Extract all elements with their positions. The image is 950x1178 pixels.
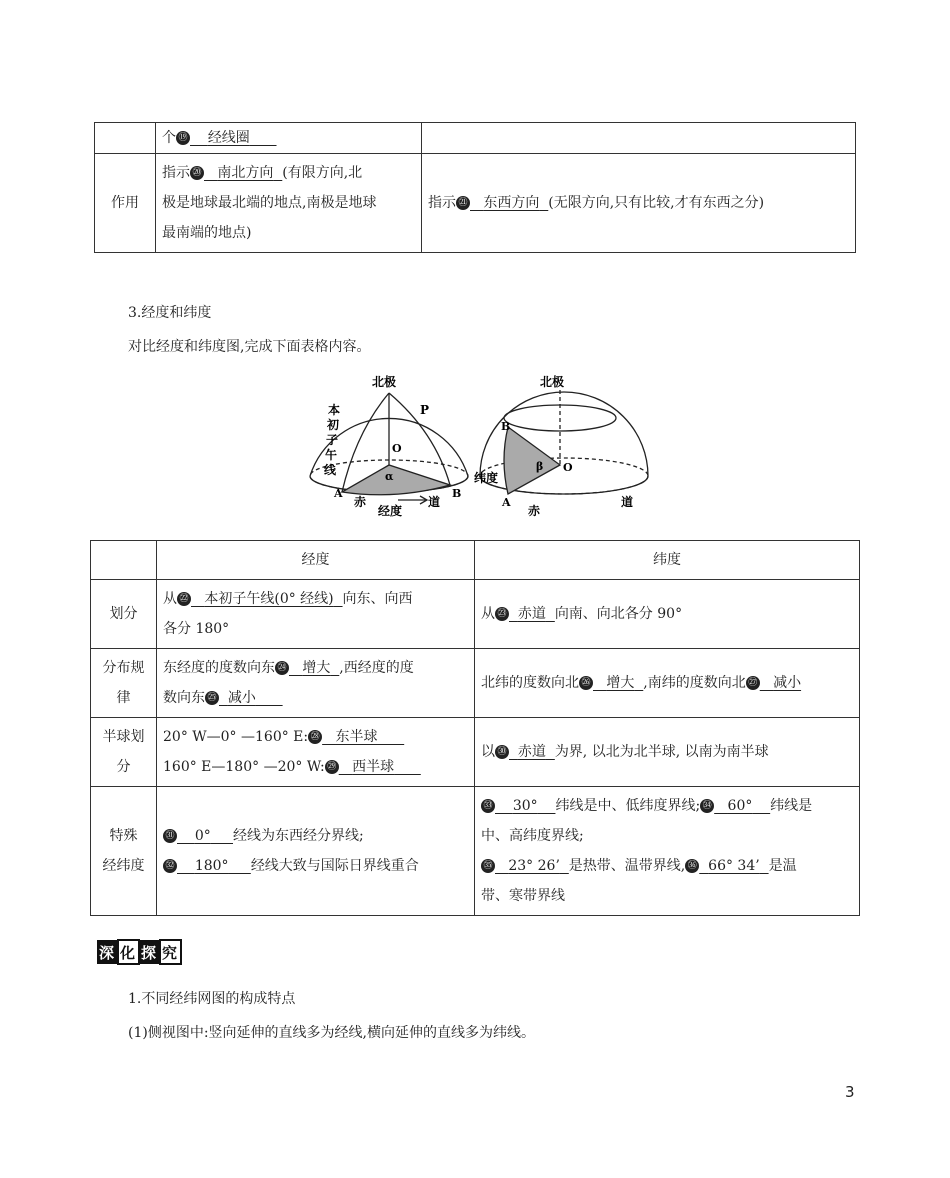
column-header: 纬度 (475, 541, 860, 580)
latitude-angle-region (504, 427, 560, 494)
answer-fill: 减小 (773, 675, 802, 691)
longitude-label: 经度 (378, 504, 403, 518)
answer-fill: 增大 (302, 660, 331, 676)
row-label: 作用 (95, 154, 156, 253)
table-row (91, 787, 860, 916)
answer-number: ㉟ (481, 859, 495, 873)
answer-fill: 66° 34’ (708, 858, 760, 874)
answer-fill: 60° (727, 798, 753, 814)
answer-fill: 东半球 (335, 729, 378, 745)
table-row (91, 580, 860, 649)
point-p-label: P (420, 403, 430, 417)
point-a-label: A (334, 487, 343, 500)
equator-label: 赤 (354, 495, 367, 509)
equator-label: 道 (621, 495, 634, 509)
answer-fill: 本初子午线(0° 经线) (204, 591, 334, 607)
table-cell: 20° W—0° —160° E: ㉘ 东半球 160° E—180° —20° W: ㉙ 西半球 (157, 718, 475, 787)
answer-fill: 西半球 (352, 759, 395, 775)
badge-char: 究 (162, 944, 178, 962)
answer-fill: 增大 (606, 675, 635, 691)
badge-char: 化 (120, 944, 136, 962)
table-cell (95, 123, 156, 154)
prime-meridian-label-char: 初 (327, 418, 340, 432)
answer-number: ㉚ (495, 745, 509, 759)
prime-meridian-label-char: 线 (324, 463, 337, 477)
equator-label: 道 (428, 495, 441, 509)
table-longitude-latitude (90, 540, 860, 916)
beta-label: β (536, 460, 544, 473)
north-pole-label: 北极 (540, 375, 565, 389)
longitude-latitude-figure (300, 372, 650, 522)
table-cell (156, 123, 422, 154)
table-row (95, 154, 856, 253)
answer-fill: 赤道 (517, 744, 546, 760)
answer-fill: 赤道 (517, 606, 546, 622)
column-header: 经度 (157, 541, 475, 580)
answer-number: ㉞ (700, 799, 714, 813)
answer-number: ㉝ (481, 799, 495, 813)
table-cell: 指示 ⑳ 南北方向 (有限方向,北 极是地球最北端的地点,南极是地球 最南端的地点) (156, 154, 422, 253)
answer-number: ㉑ (456, 196, 470, 210)
answer-number: ㉜ (163, 859, 177, 873)
paragraph: (1)侧视图中:竖向延伸的直线多为经线,横向延伸的直线多为纬线。 (128, 1025, 535, 1041)
section-badge (96, 938, 182, 966)
table-cell (91, 541, 157, 580)
table-cell (422, 123, 856, 154)
table-row (91, 649, 860, 718)
answer-number: ㉒ (177, 592, 191, 606)
answer-fill: 30° (512, 798, 538, 814)
row-label: 特殊 经纬度 (91, 787, 157, 916)
answer-number: ⑲ (176, 131, 190, 145)
point-b-label: B (452, 487, 462, 500)
latitude-hemisphere (480, 390, 648, 494)
badge-char: 探 (141, 944, 157, 962)
cell-text: 个 (162, 130, 176, 146)
answer-fill: 南北方向 (217, 165, 274, 181)
answer-number: ⑳ (190, 166, 204, 180)
center-o-label: O (392, 442, 402, 455)
table-cell: ㉝ 30° 纬线是中、低纬度界线; ㉞ 60° 纬线是 中、高纬度界线; ㉟ 23° 26’ 是热带、温带界线, ㊱ 66° 34’ 是温 带、寒带界线 (475, 787, 860, 916)
table-cell: 从 ㉓ 赤道 向南、向北各分 90° (475, 580, 860, 649)
answer-fill: 180° (194, 858, 229, 874)
row-label: 划分 (91, 580, 157, 649)
north-pole-label: 北极 (372, 375, 397, 389)
prime-meridian-label-char: 子 (326, 433, 339, 447)
table-cell: 以 ㉚ 赤道 为界, 以北为北半球, 以南为南半球 (475, 718, 860, 787)
table-row (95, 123, 856, 154)
answer-fill: 减小 (227, 690, 256, 706)
table-cell: ㉛ 0° 经线为东西经分界线; ㉜ 180° 经线大致与国际日界线重合 (157, 787, 475, 916)
table-cell: 从 ㉒ 本初子午线(0° 经线) 向东、向西 各分 180° (157, 580, 475, 649)
table-meridian-parallel (94, 122, 856, 253)
answer-fill: 23° 26’ (508, 858, 560, 874)
prime-meridian-label-char: 本 (328, 403, 341, 417)
latitude-label: 纬度 (474, 471, 499, 485)
section-heading: 1.不同经纬网图的构成特点 (128, 991, 296, 1007)
equator-label: 赤 (528, 504, 541, 518)
answer-number: ㉔ (275, 661, 289, 675)
answer-number: ㉙ (325, 760, 339, 774)
answer-number: ㉛ (163, 829, 177, 843)
row-label: 半球划分 (91, 718, 157, 787)
answer-number: ㉖ (579, 676, 593, 690)
answer-number: ㉘ (308, 730, 322, 744)
table-cell: 北纬的度数向北 ㉖ 增大 ,南纬的度数向北 ㉗ 减小 (475, 649, 860, 718)
prime-meridian-label-char: 午 (325, 448, 338, 462)
table-cell: 东经度的度数向东 ㉔ 增大 ,西经度的度 数向东 ㉕ 减小 (157, 649, 475, 718)
section-intro: 对比经度和纬度图,完成下面表格内容。 (128, 339, 371, 355)
page-number: 3 (845, 1083, 855, 1101)
center-o-label: O (563, 461, 573, 474)
section-heading: 3.经度和纬度 (128, 305, 212, 321)
point-b-label: B (501, 420, 511, 433)
table-row (91, 718, 860, 787)
answer-number: ㊱ (685, 859, 699, 873)
answer-fill: 0° (194, 828, 211, 844)
alpha-label: α (385, 470, 394, 483)
answer-number: ㉓ (495, 607, 509, 621)
point-a-label: A (502, 496, 511, 509)
badge-char: 深 (99, 944, 115, 962)
answer-fill: 东西方向 (483, 195, 540, 211)
longitude-angle-region (342, 465, 450, 495)
answer-number: ㉕ (205, 691, 219, 705)
answer-fill: 经线圈 (207, 130, 250, 146)
table-header-row (91, 541, 860, 580)
table-cell: 指示 ㉑ 东西方向 (无限方向,只有比较,才有东西之分) (422, 154, 856, 253)
row-label: 分布规律 (91, 649, 157, 718)
answer-number: ㉗ (746, 676, 760, 690)
